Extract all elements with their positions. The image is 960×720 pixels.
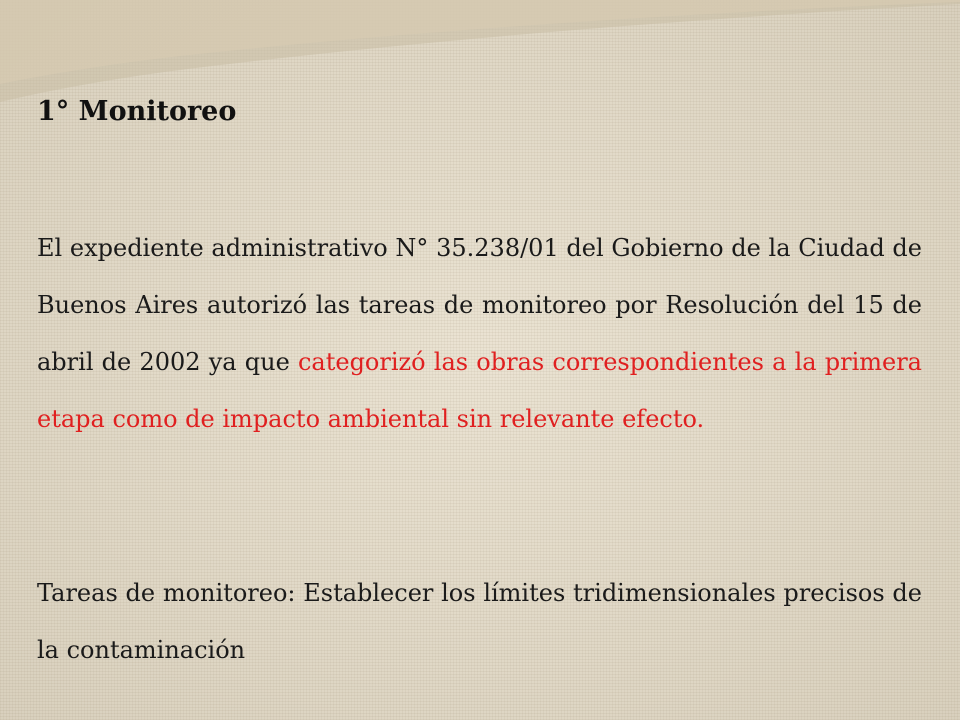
- paragraph-expediente-highlight: categorizó las obras correspondientes a la primera etapa como de impacto ambiental sin relevante efecto.: [37, 348, 922, 433]
- paragraph-tareas: Tareas de monitoreo: Establecer los límites tridimensionales precisos de la contaminación: [37, 579, 922, 664]
- paragraph-expediente-text: El expediente administrativo N° 35.238/01 del Gobierno de la Ciudad de Buenos Aires autorizó las tareas de monitoreo por Resolución del 15 de abril de 2002 ya que: [37, 234, 922, 376]
- slide-title: 1° Monitoreo: [37, 96, 237, 127]
- paragraph-expediente: [37, 220, 922, 448]
- decorative-swoosh: [0, 0, 960, 110]
